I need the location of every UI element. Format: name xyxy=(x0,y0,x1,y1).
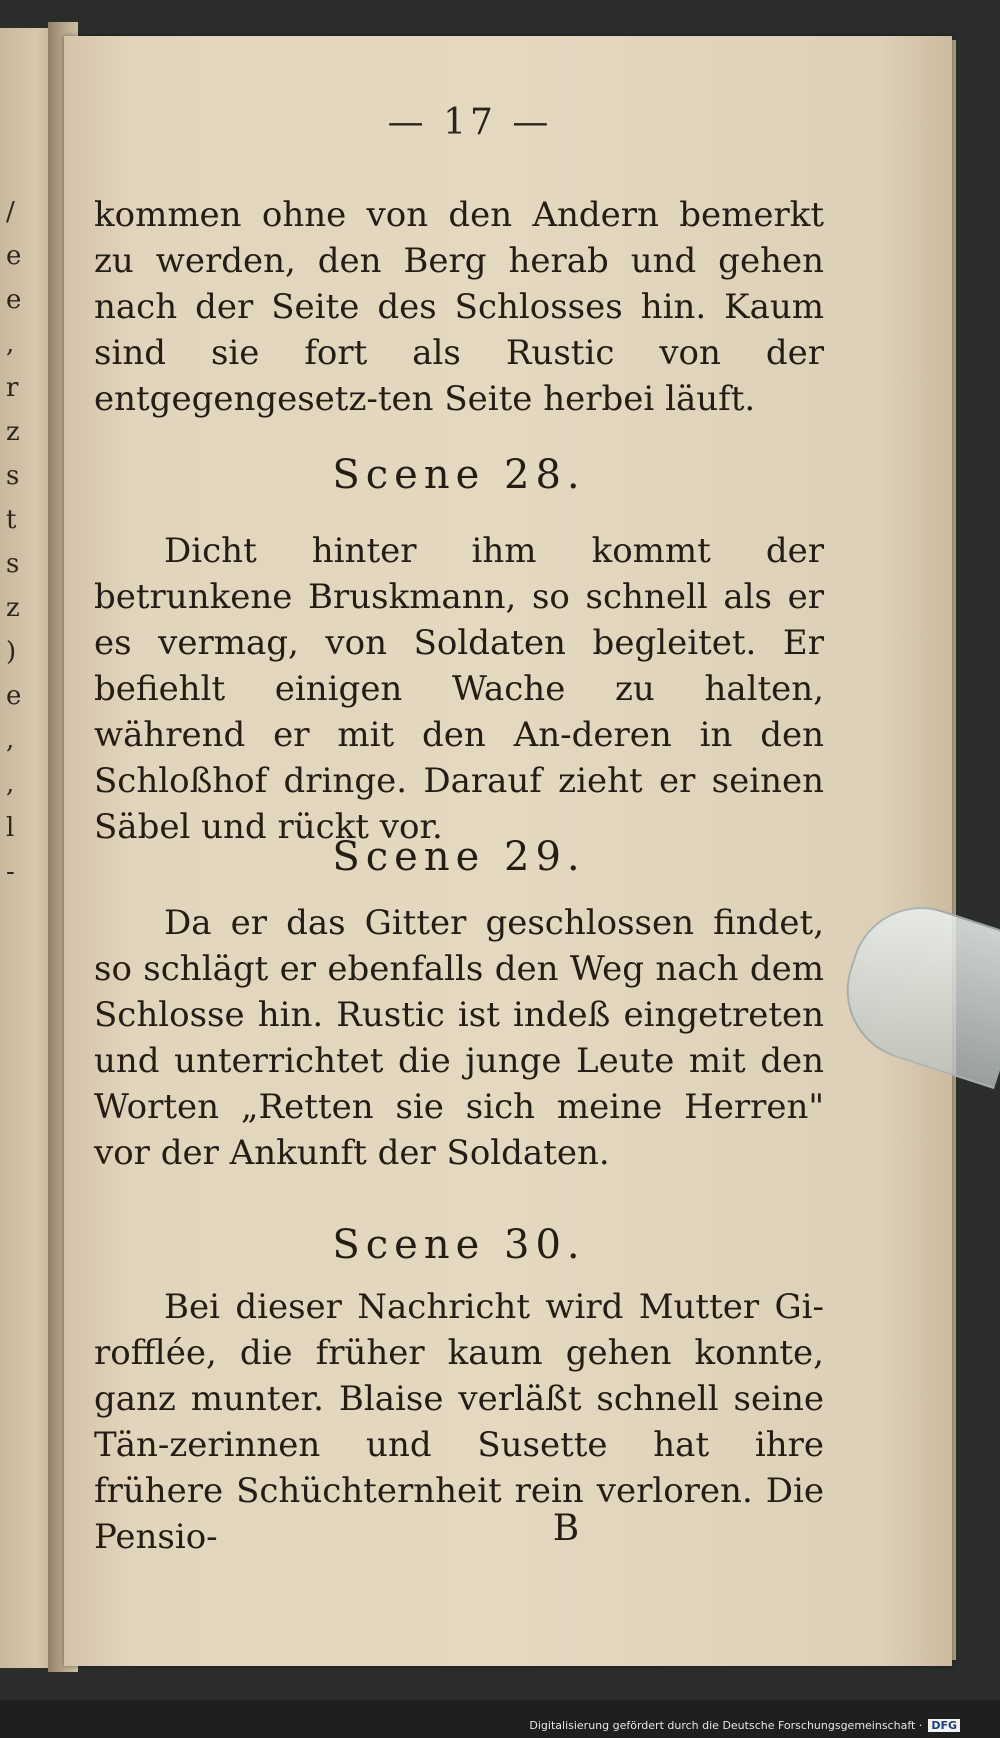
margin-fragment: t xyxy=(6,505,17,535)
margin-fragment: z xyxy=(6,593,20,623)
previous-page-margin-text xyxy=(6,190,26,894)
footer-strip xyxy=(0,1700,1000,1738)
margin-fragment: ) xyxy=(6,637,17,667)
signature-mark: B xyxy=(552,1508,580,1549)
scene-30-heading: Scene 30. xyxy=(332,1222,586,1268)
scene-28-heading: Scene 28. xyxy=(332,452,586,498)
margin-fragment: s xyxy=(6,549,20,579)
margin-fragment: - xyxy=(6,857,15,887)
digitization-credit xyxy=(529,1719,960,1732)
margin-fragment: , xyxy=(6,329,15,359)
credit-text: Digitalisierung gefördert durch die Deutsche Forschungsgemeinschaft · xyxy=(529,1719,923,1732)
margin-fragment: l xyxy=(6,813,15,843)
paragraph-continuation: kommen ohne von den Andern bemerkt zu werden, den Berg herab und gehen nach der Seite des Schlosses hin. Kaum sind sie fort als Rustic von der entgegengesetz-ten Seite herbei läuft. xyxy=(94,195,824,419)
margin-fragment: s xyxy=(6,461,20,491)
margin-fragment: e xyxy=(6,285,22,315)
margin-fragment: , xyxy=(6,769,15,799)
margin-fragment: , xyxy=(6,725,15,755)
scene-28-text: Dicht hinter ihm kommt der betrunkene Bruskmann, so schnell als er es vermag, von Soldaten begleitet. Er befiehlt einigen Wache zu halten, während er mit den An-deren in den Schloßhof dringe. Darauf zieht er seinen Säbel und rückt vor. xyxy=(94,531,824,847)
margin-fragment: z xyxy=(6,417,20,447)
margin-fragment: / xyxy=(6,197,15,227)
scene-29-text: Da er das Gitter geschlossen findet, so schlägt er ebenfalls den Weg nach dem Schlosse hin. Rustic ist indeß eingetreten und unterrichtet die junge Leute mit den Worten „Retten sie sich meine Herren" vor der Ankunft der Soldaten. xyxy=(94,903,824,1173)
margin-fragment: r xyxy=(6,373,19,403)
margin-fragment: e xyxy=(6,241,22,271)
scene-30-text: Bei dieser Nachricht wird Mutter Gi-rofflée, die früher kaum gehen konnte, ganz munter. Blaise verläßt schnell seine Tän-zerinnen und Susette hat ihre frühere Schüchternheit rein verloren. Die Pensio- xyxy=(94,1287,824,1557)
dfg-logo: DFG xyxy=(928,1719,960,1732)
page-number: — 17 — xyxy=(387,102,553,143)
margin-fragment: e xyxy=(6,681,22,711)
scene-29-heading: Scene 29. xyxy=(332,834,586,880)
